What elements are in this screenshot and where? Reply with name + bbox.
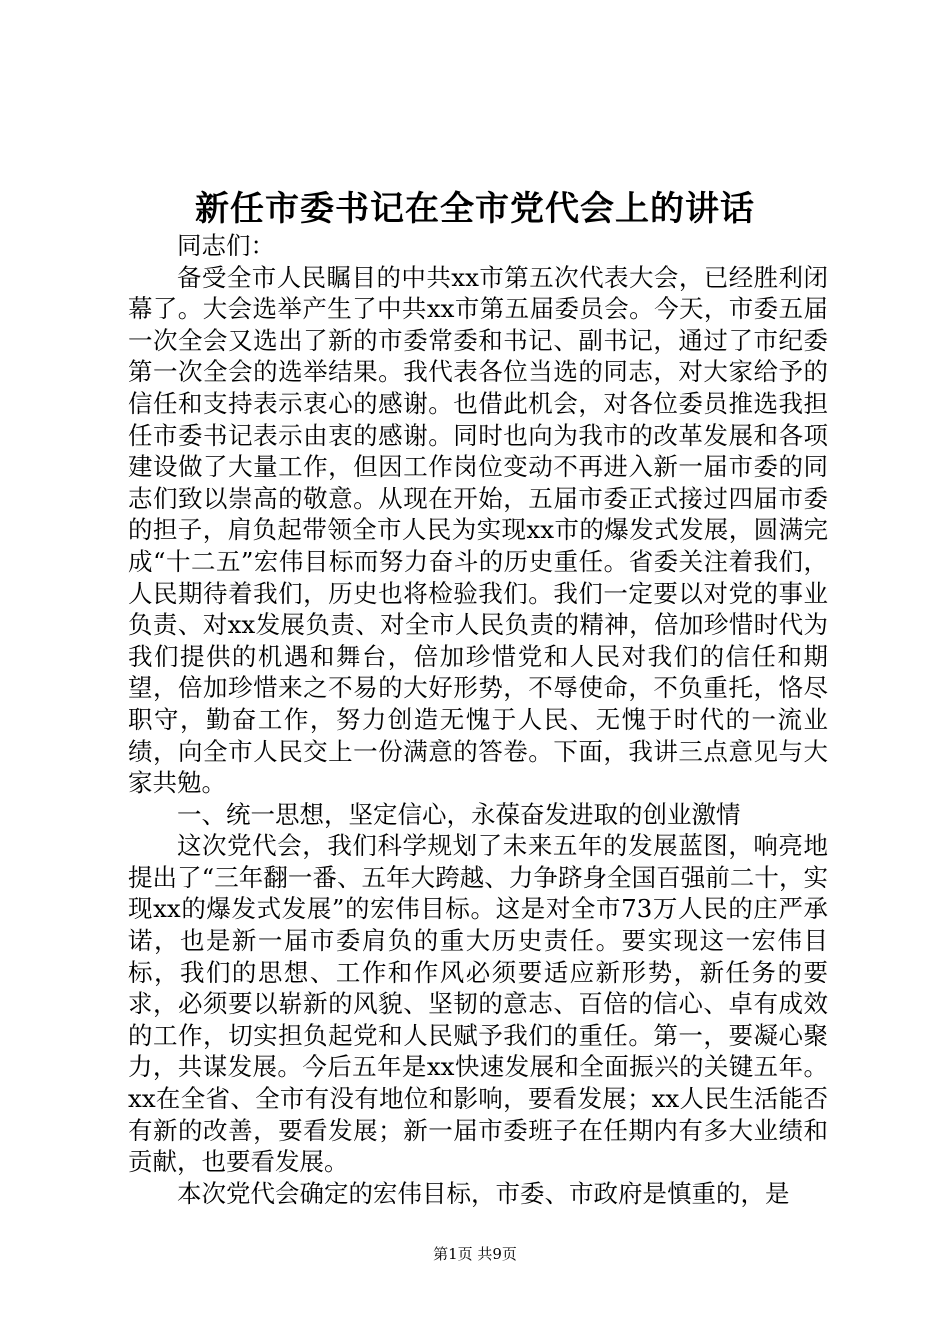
section-heading-1: 一、统一思想，坚定信心，永葆奋发进取的创业激情 <box>177 799 741 829</box>
salutation: 同志们： <box>177 231 275 260</box>
document-body <box>128 230 828 1209</box>
page-title: 新任市委书记在全市党代会上的讲话 <box>195 189 755 229</box>
paragraph-opening: 备受全市人民瞩目的中共xx市第五次代表大会，已经胜利闭幕了。大会选举产生了中共xx市第五届委员会。今天，市委五届一次全会又选出了新的市委常委和书记、副书记，通过了市纪委第一次全会的选举结果。我代表各位当选的同志，对大家给予的信任和支持表示衷心的感谢。也借此机会，对各位委员推选我担任市委书记表示由衷的感谢。同时也向为我市的改革发展和各项建设做了大量工作，但因工作岗位变动不再进入新一届市委的同志们致以崇高的敬意。从现在开始，五届市委正式接过四届市委的担子，肩负起带领全市人民为实现xx市的爆发式发展，圆满完成“十二五”宏伟目标而努力奋斗的历史重任。省委关注着我们，人民期待着我们，历史也将检验我们。我们一定要以对党的事业负责、对xx发展负责、对全市人民负责的精神，倍加珍惜时代为我们提供的机遇和舞台，倍加珍惜党和人民对我们的信任和期望，倍加珍惜来之不易的大好形势，不辱使命，不负重托，恪尽职守，勤奋工作，努力创造无愧于人民、无愧于时代的一流业绩，向全市人民交上一份满意的答卷。下面，我讲三点意见与大家共勉。 <box>128 262 828 798</box>
paragraph-continuation: 本次党代会确定的宏伟目标，市委、市政府是慎重的，是 <box>177 1178 790 1208</box>
page-footer: 第1页 共9页 <box>433 1245 517 1263</box>
paragraph-section-1: 这次党代会，我们科学规划了未来五年的发展蓝图，响亮地提出了“三年翻一番、五年大跨越、力争跻身全国百强前二十，实现xx的爆发式发展”的宏伟目标。这是对全市73万人民的庄严承诺，也是新一届市委肩负的重大历史责任。要实现这一宏伟目标，我们的思想、工作和作风必须要适应新形势，新任务的要求，必须要以崭新的风貌、坚韧的意志、百倍的信心、卓有成效的工作，切实担负起党和人民赋予我们的重任。第一，要凝心聚力，共谋发展。今后五年是xx快速发展和全面振兴的关键五年。xx在全省、全市有没有地位和影响，要看发展；xx人民生活能否有新的改善，要看发展；新一届市委班子在任期内有多大业绩和贡献，也要看发展。 <box>128 831 828 1177</box>
